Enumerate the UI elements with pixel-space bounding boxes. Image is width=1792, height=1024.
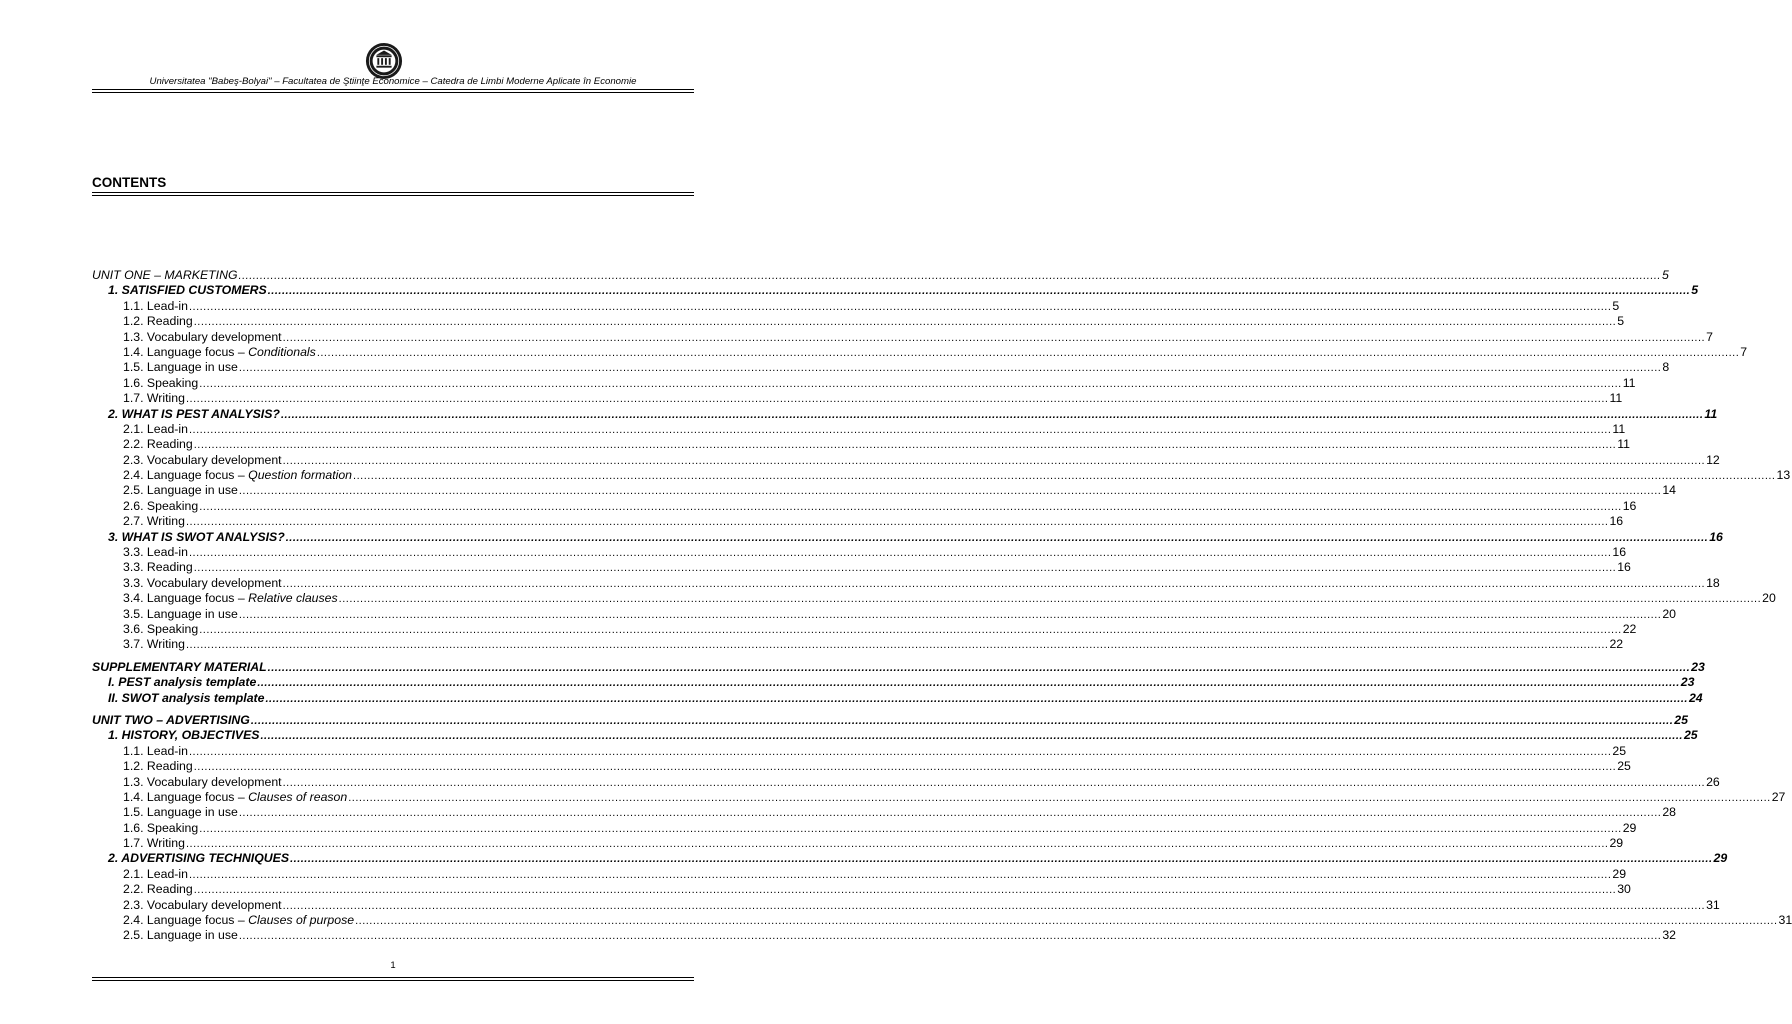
toc-leader-dots: ................................................................................................................................................................................................................................................................................................................................................................................................................ <box>193 316 1617 329</box>
toc-entry-page: 11 <box>1609 391 1623 406</box>
toc-leader-dots: ................................................................................................................................................................................................................................................................................................................................................................................................................ <box>282 331 1706 344</box>
toc-entry-page: 25 <box>1617 759 1631 774</box>
toc-leader-dots: ................................................................................................................................................................................................................................................................................................................................................................................................................ <box>316 346 1740 359</box>
toc-entry[interactable] <box>92 774 1720 790</box>
toc-leader-dots: ................................................................................................................................................................................................................................................................................................................................................................................................................ <box>355 915 1778 928</box>
toc-entry[interactable] <box>92 712 1688 728</box>
toc-leader-dots: ................................................................................................................................................................................................................................................................................................................................................................................................................ <box>250 714 1674 727</box>
toc-entry[interactable] <box>92 283 1699 298</box>
toc-entry[interactable] <box>92 621 1637 637</box>
toc-entry-page: 11 <box>1612 421 1626 436</box>
toc-entry-page: 25 <box>1674 712 1688 727</box>
toc-entry[interactable] <box>92 759 1631 774</box>
toc-entry-label: II. SWOT analysis template <box>108 690 265 705</box>
toc-entry[interactable] <box>92 836 1624 851</box>
toc-leader-dots: ................................................................................................................................................................................................................................................................................................................................................................................................................ <box>238 270 1661 282</box>
toc-entry-page: 25 <box>1612 743 1627 758</box>
toc-entry-page: 30 <box>1617 882 1631 897</box>
toc-entry[interactable] <box>92 529 1723 545</box>
toc-entry-label: 2.7. Writing <box>123 514 185 529</box>
toc-entry-label: 2.2. Reading <box>123 437 193 452</box>
toc-entry[interactable] <box>92 375 1636 391</box>
toc-entry-page: 20 <box>1762 591 1776 606</box>
toc-entry[interactable] <box>92 421 1626 437</box>
toc-leader-dots: ................................................................................................................................................................................................................................................................................................................................................................................................................ <box>282 899 1706 912</box>
toc-entry-label: 3.3. Lead-in <box>123 545 188 560</box>
toc-entry[interactable] <box>92 329 1713 345</box>
toc-entry-page: 5 <box>1662 268 1669 282</box>
toc-entry[interactable] <box>92 851 1728 866</box>
toc-entry-page: 11 <box>1704 406 1718 421</box>
toc-entry[interactable] <box>92 545 1627 560</box>
toc-leader-dots: ................................................................................................................................................................................................................................................................................................................................................................................................................ <box>193 761 1617 774</box>
toc-entry-label: 3.5. Language in use <box>123 606 238 621</box>
toc-entry-page: 5 <box>1617 314 1625 329</box>
toc-leader-dots: ................................................................................................................................................................................................................................................................................................................................................................................................................ <box>238 807 1662 820</box>
toc-entry-page: 13 <box>1776 468 1791 483</box>
toc-leader-dots: ................................................................................................................................................................................................................................................................................................................................................................................................................ <box>265 692 1688 705</box>
toc-entry[interactable] <box>92 743 1627 759</box>
toc-entry-label: 2.1. Lead-in <box>123 421 188 436</box>
toc-entry[interactable] <box>92 268 1669 283</box>
toc-leader-dots: ................................................................................................................................................................................................................................................................................................................................................................................................................ <box>185 393 1609 406</box>
toc-entry[interactable] <box>92 560 1631 575</box>
toc-leader-dots: ................................................................................................................................................................................................................................................................................................................................................................................................................ <box>199 377 1622 390</box>
toc-leader-dots: ................................................................................................................................................................................................................................................................................................................................................................................................................ <box>188 547 1612 560</box>
toc-entry-label: 1.7. Writing <box>123 391 185 406</box>
toc-entry[interactable] <box>92 928 1677 943</box>
toc-entry-label: 2.2. Reading <box>123 882 193 897</box>
toc-leader-dots: ................................................................................................................................................................................................................................................................................................................................................................................................................ <box>188 745 1612 758</box>
toc-entry-page: 11 <box>1622 375 1636 390</box>
toc-entry-page: 14 <box>1662 483 1677 498</box>
header-rule <box>92 89 694 93</box>
toc-entry-page: 31 <box>1706 897 1720 912</box>
toc-entry[interactable] <box>92 866 1627 882</box>
toc-entry[interactable] <box>92 637 1624 652</box>
toc-entry[interactable] <box>92 406 1718 422</box>
toc-entry-label: 1.3. Vocabulary development <box>123 329 282 344</box>
contents-title: CONTENTS <box>92 175 167 190</box>
toc-entry-label: 1.2. Reading <box>123 759 193 774</box>
toc-entry-label: 1.5. Language in use <box>123 805 238 820</box>
toc-leader-dots: ................................................................................................................................................................................................................................................................................................................................................................................................................ <box>193 884 1617 897</box>
toc-entry-label: 1.1. Lead-in <box>123 298 188 313</box>
toc-entry-emphasis: Question formation <box>248 468 353 483</box>
toc-entry-page: 16 <box>1609 514 1624 529</box>
contents-rule <box>92 192 694 196</box>
toc-entry-page: 28 <box>1662 805 1677 820</box>
toc-leader-dots: ................................................................................................................................................................................................................................................................................................................................................................................................................ <box>238 362 1662 375</box>
toc-entry-page: 29 <box>1612 866 1627 881</box>
toc-leader-dots: ................................................................................................................................................................................................................................................................................................................................................................................................................ <box>185 639 1609 652</box>
toc-leader-dots: ................................................................................................................................................................................................................................................................................................................................................................................................................ <box>282 454 1706 467</box>
toc-entry-label: 3. WHAT IS SWOT ANALYSIS? <box>108 529 285 544</box>
toc-entry[interactable] <box>92 514 1624 529</box>
page-number: 1 <box>390 960 396 971</box>
toc-entry-label: UNIT ONE – MARKETING <box>92 268 238 282</box>
toc-entry-label: 1. SATISFIED CUSTOMERS <box>108 283 267 298</box>
toc-entry-label: 1. HISTORY, OBJECTIVES <box>108 728 260 743</box>
toc-entry-page: 23 <box>1691 659 1705 674</box>
toc-leader-dots: ................................................................................................................................................................................................................................................................................................................................................................................................................ <box>238 608 1662 621</box>
table-of-contents <box>92 268 1792 944</box>
toc-entry-page: 16 <box>1617 560 1631 575</box>
toc-entry[interactable] <box>92 468 1791 483</box>
toc-entry-label: 1.3. Vocabulary development <box>123 774 282 789</box>
toc-entry-label: 2.4. Language focus – Clauses of purpose <box>123 913 355 928</box>
toc-entry[interactable] <box>92 789 1786 805</box>
toc-entry-label: 1.4. Language focus – Clauses of reason <box>123 789 348 804</box>
toc-leader-dots: ................................................................................................................................................................................................................................................................................................................................................................................................................ <box>285 531 1709 544</box>
toc-leader-dots: ................................................................................................................................................................................................................................................................................................................................................................................................................ <box>353 470 1776 483</box>
toc-entry[interactable] <box>92 344 1748 360</box>
toc-entry-page: 27 <box>1771 789 1786 804</box>
footer-rule <box>92 977 694 981</box>
toc-entry[interactable] <box>92 882 1631 897</box>
toc-leader-dots: ................................................................................................................................................................................................................................................................................................................................................................................................................ <box>267 661 1691 674</box>
toc-leader-dots: ................................................................................................................................................................................................................................................................................................................................................................................................................ <box>282 577 1706 590</box>
toc-entry[interactable] <box>92 314 1625 329</box>
toc-leader-dots: ................................................................................................................................................................................................................................................................................................................................................................................................................ <box>238 930 1662 943</box>
toc-entry[interactable] <box>92 659 1705 675</box>
toc-entry[interactable] <box>92 728 1698 743</box>
toc-entry-page: 29 <box>1609 836 1624 851</box>
toc-entry-page: 20 <box>1662 606 1677 621</box>
toc-leader-dots: ................................................................................................................................................................................................................................................................................................................................................................................................................ <box>348 791 1771 804</box>
toc-entry-page: 22 <box>1622 621 1637 636</box>
toc-entry-emphasis: Clauses of reason <box>248 789 348 804</box>
toc-leader-dots: ................................................................................................................................................................................................................................................................................................................................................................................................................ <box>188 868 1612 881</box>
toc-entry-page: 18 <box>1706 575 1720 590</box>
toc-entry[interactable] <box>92 690 1703 706</box>
toc-entry-label: 3.6. Speaking <box>123 621 199 636</box>
toc-entry-label: 2. WHAT IS PEST ANALYSIS? <box>108 406 280 421</box>
toc-leader-dots: ................................................................................................................................................................................................................................................................................................................................................................................................................ <box>282 776 1706 789</box>
toc-leader-dots: ................................................................................................................................................................................................................................................................................................................................................................................................................ <box>290 853 1713 866</box>
toc-entry-label: 1.4. Language focus – Conditionals <box>123 344 316 359</box>
header-institution-line: Universitatea "Babeş-Bolyai" – Facultatea de Ştiinţe Economice – Catedra de Limbi Moderne Aplicate în Economie <box>149 76 637 87</box>
toc-leader-dots: ................................................................................................................................................................................................................................................................................................................................................................................................................ <box>193 439 1617 452</box>
toc-entry-label: 1.1. Lead-in <box>123 743 188 758</box>
toc-entry-page: 7 <box>1706 329 1713 344</box>
toc-leader-dots: ................................................................................................................................................................................................................................................................................................................................................................................................................ <box>199 822 1622 835</box>
toc-entry-page: 5 <box>1691 283 1699 298</box>
toc-entry-page: 29 <box>1622 820 1637 835</box>
toc-entry[interactable] <box>92 805 1677 820</box>
toc-leader-dots: ................................................................................................................................................................................................................................................................................................................................................................................................................ <box>257 677 1680 690</box>
toc-entry-page: 23 <box>1680 675 1695 690</box>
toc-entry-label: 3.3. Reading <box>123 560 193 575</box>
toc-entry-label: 1.6. Speaking <box>123 820 199 835</box>
toc-entry-page: 16 <box>1622 498 1637 513</box>
toc-entry[interactable] <box>92 298 1620 314</box>
toc-entry-page: 12 <box>1706 452 1720 467</box>
toc-entry-page: 16 <box>1612 545 1627 560</box>
toc-entry-label: I. PEST analysis template <box>108 675 257 690</box>
toc-entry-label: 1.5. Language in use <box>123 360 238 375</box>
toc-entry-label: 1.2. Reading <box>123 314 193 329</box>
toc-entry-page: 24 <box>1688 690 1703 705</box>
toc-entry-emphasis: Conditionals <box>248 344 316 359</box>
toc-entry-page: 11 <box>1617 437 1630 452</box>
toc-leader-dots: ................................................................................................................................................................................................................................................................................................................................................................................................................ <box>199 623 1622 636</box>
toc-entry-label: 1.7. Writing <box>123 836 185 851</box>
toc-entry[interactable] <box>92 606 1677 622</box>
toc-entry-page: 25 <box>1683 728 1698 743</box>
toc-leader-dots: ................................................................................................................................................................................................................................................................................................................................................................................................................ <box>188 300 1612 313</box>
toc-entry-label: 3.3. Vocabulary development <box>123 575 282 590</box>
toc-entry-label: UNIT TWO – ADVERTISING <box>92 712 250 727</box>
toc-entry[interactable] <box>92 575 1720 591</box>
toc-entry-label: 3.4. Language focus – Relative clauses <box>123 591 338 606</box>
toc-entry-label: 2. ADVERTISING TECHNIQUES <box>108 851 290 866</box>
toc-entry-page: 29 <box>1713 851 1728 866</box>
toc-leader-dots: ................................................................................................................................................................................................................................................................................................................................................................................................................ <box>199 500 1622 513</box>
toc-entry-emphasis: Clauses of purpose <box>248 913 355 928</box>
toc-entry[interactable] <box>92 820 1637 836</box>
toc-entry[interactable] <box>92 391 1623 406</box>
toc-entry-label: SUPPLEMENTARY MATERIAL <box>92 659 267 674</box>
toc-entry-label: 2.5. Language in use <box>123 928 238 943</box>
toc-entry-page: 31 <box>1778 913 1792 928</box>
toc-entry[interactable] <box>92 452 1720 468</box>
toc-entry[interactable] <box>92 498 1637 514</box>
toc-entry[interactable] <box>92 360 1670 375</box>
toc-entry-label: 2.4. Language focus – Question formation <box>123 468 353 483</box>
toc-leader-dots: ................................................................................................................................................................................................................................................................................................................................................................................................................ <box>188 423 1612 436</box>
toc-entry-label: 3.7. Writing <box>123 637 185 652</box>
toc-leader-dots: ................................................................................................................................................................................................................................................................................................................................................................................................................ <box>267 285 1691 298</box>
toc-leader-dots: ................................................................................................................................................................................................................................................................................................................................................................................................................ <box>260 730 1683 743</box>
toc-entry[interactable] <box>92 675 1695 690</box>
toc-entry-label: 2.3. Vocabulary development <box>123 452 282 467</box>
toc-entry[interactable] <box>92 483 1677 498</box>
toc-entry-label: 2.6. Speaking <box>123 498 199 513</box>
toc-entry-page: 16 <box>1709 529 1723 544</box>
toc-leader-dots: ................................................................................................................................................................................................................................................................................................................................................................................................................ <box>185 516 1609 529</box>
toc-entry-label: 2.3. Vocabulary development <box>123 897 282 912</box>
toc-entry-page: 22 <box>1609 637 1624 652</box>
toc-leader-dots: ................................................................................................................................................................................................................................................................................................................................................................................................................ <box>238 485 1662 498</box>
toc-entry[interactable] <box>92 897 1720 913</box>
toc-entry-label: 1.6. Speaking <box>123 375 199 390</box>
toc-leader-dots: ................................................................................................................................................................................................................................................................................................................................................................................................................ <box>280 408 1704 421</box>
toc-leader-dots: ................................................................................................................................................................................................................................................................................................................................................................................................................ <box>185 838 1609 851</box>
toc-entry[interactable] <box>92 913 1792 928</box>
toc-entry-emphasis: Relative clauses <box>248 591 338 606</box>
toc-entry-label: 2.5. Language in use <box>123 483 238 498</box>
toc-entry-page: 26 <box>1706 774 1720 789</box>
toc-entry-page: 32 <box>1662 928 1677 943</box>
toc-entry[interactable] <box>92 591 1776 606</box>
university-seal-icon <box>365 42 403 80</box>
toc-entry-page: 5 <box>1612 298 1620 313</box>
toc-leader-dots: ................................................................................................................................................................................................................................................................................................................................................................................................................ <box>338 593 1762 606</box>
toc-entry-page: 7 <box>1740 344 1748 359</box>
toc-entry-page: 8 <box>1662 360 1670 375</box>
toc-entry-label: 2.1. Lead-in <box>123 866 188 881</box>
toc-leader-dots: ................................................................................................................................................................................................................................................................................................................................................................................................................ <box>193 562 1617 575</box>
toc-entry[interactable] <box>92 437 1630 452</box>
